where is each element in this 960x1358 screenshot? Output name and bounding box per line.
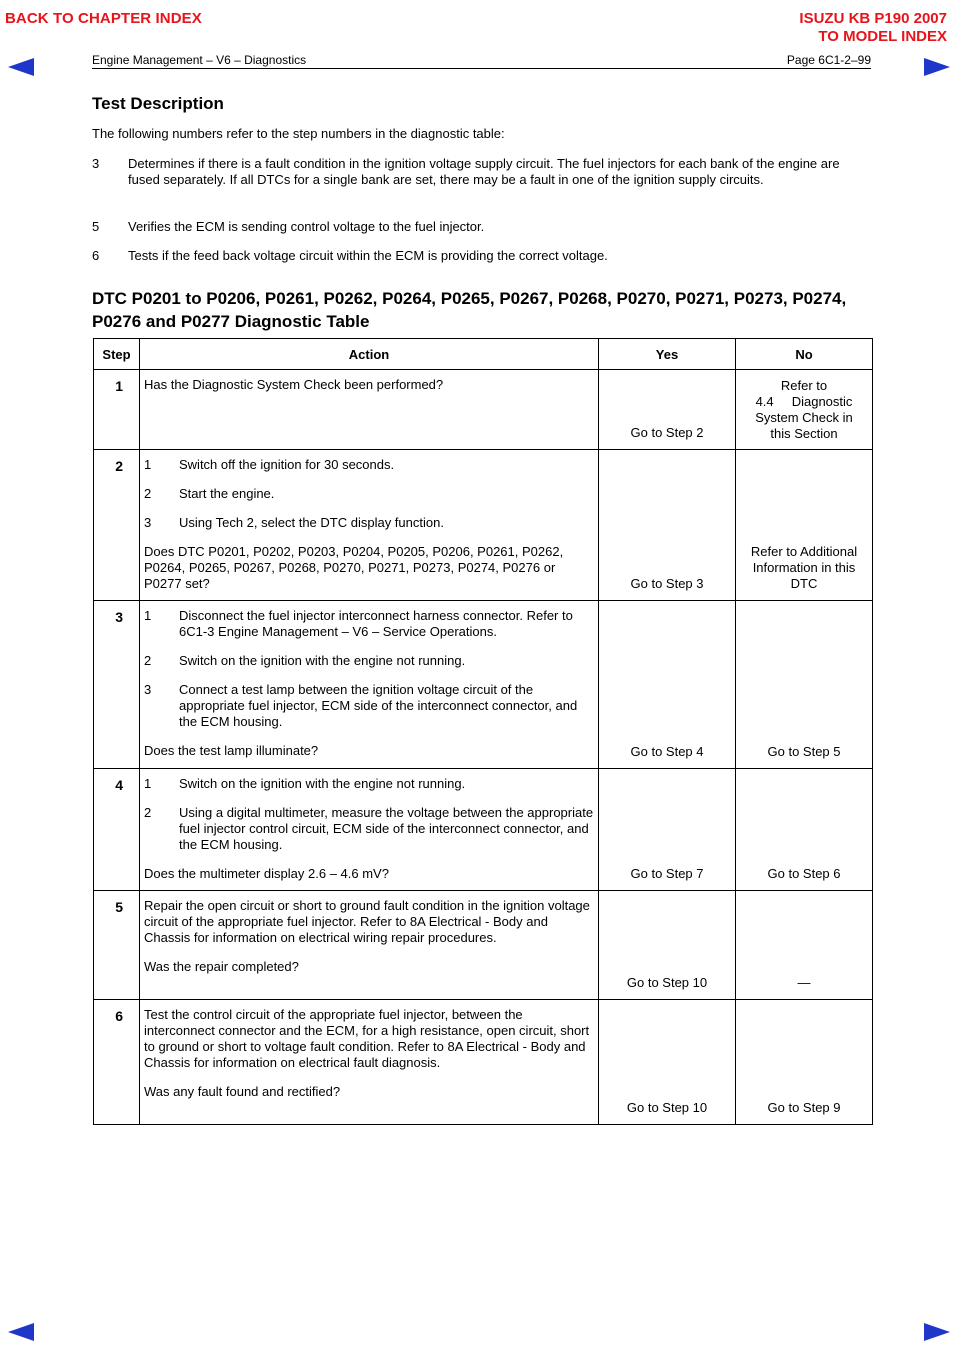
action-cell — [140, 370, 599, 450]
yes-result: Go to Step 2 — [630, 425, 704, 440]
step-number: 6 — [94, 1000, 140, 1125]
yes-cell — [599, 891, 736, 1000]
no-result-line: 4.4 Diagnostic — [755, 394, 853, 409]
action-substep — [144, 805, 595, 853]
header-page-number: Page 6C1-2–99 — [786, 53, 871, 67]
intro-text: The following numbers refer to the step numbers in the diagnostic table: — [92, 126, 505, 141]
action-cell — [140, 891, 599, 1000]
substep-number: 3 — [144, 515, 152, 530]
yes-column-header: Yes — [599, 339, 736, 370]
action-substep — [144, 682, 595, 730]
action-cell — [140, 601, 599, 769]
action-question: Does the multimeter display 2.6 – 4.6 mV? — [144, 866, 389, 881]
yes-result: Go to Step 10 — [626, 975, 708, 990]
action-substep — [144, 457, 595, 473]
yes-cell — [599, 370, 736, 450]
model-title-link[interactable]: ISUZU KB P190 2007 — [799, 10, 947, 27]
yes-cell — [599, 1000, 736, 1125]
substep-text: Connect a test lamp between the ignition voltage circuit of the appropriate fuel injector, ECM side of the interconnect connector, and the ECM housing. — [179, 682, 578, 729]
action-body: Repair the open circuit or short to ground fault condition in the ignition voltage circuit of the appropriate fuel injector. Refer to 8A Electrical - Body and Chassis for information on electrical wiring repair procedures. — [144, 898, 590, 945]
no-cell — [736, 1000, 873, 1125]
substep-text: Using Tech 2, select the DTC display function. — [179, 515, 444, 530]
substep-text: Switch off the ignition for 30 seconds. — [179, 457, 395, 472]
substep-number: 2 — [144, 486, 152, 501]
section-title: Test Description — [92, 94, 224, 113]
step-number: 1 — [94, 370, 140, 450]
no-cell — [736, 601, 873, 769]
action-question: Was the repair completed? — [144, 959, 299, 974]
no-cell — [736, 769, 873, 891]
action-question: Does the test lamp illuminate? — [144, 743, 319, 758]
yes-cell — [599, 601, 736, 769]
substep-number: 2 — [144, 805, 152, 820]
previous-page-arrow-icon[interactable] — [8, 1323, 34, 1341]
no-cell — [736, 450, 873, 601]
to-model-index-link[interactable]: TO MODEL INDEX — [818, 28, 947, 45]
back-to-chapter-index-link[interactable]: BACK TO CHAPTER INDEX — [5, 10, 202, 27]
action-body: Test the control circuit of the appropriate fuel injector, between the interconnect connector and the ECM, for a high resistance, open circuit, short to ground or short to voltage fault condition. Refer to 8A Electrical - Body and Chassis for information on electrical fault diagnosis. — [144, 1007, 590, 1070]
substep-text: Using a digital multimeter, measure the voltage between the appropriate fuel injector control circuit, ECM side of the interconnect connector, and the ECM housing. — [179, 805, 594, 852]
description-step — [92, 156, 872, 188]
description-step-number: 6 — [92, 248, 100, 263]
table-row — [94, 1000, 873, 1125]
action-cell — [140, 769, 599, 891]
description-step-number: 3 — [92, 156, 100, 171]
no-result-line: System Check in — [755, 410, 853, 425]
table-row — [94, 769, 873, 891]
description-step — [92, 248, 872, 264]
step-number: 5 — [94, 891, 140, 1000]
no-result: Go to Step 5 — [767, 744, 841, 759]
yes-result: Go to Step 4 — [630, 744, 704, 759]
table-row — [94, 601, 873, 769]
description-step-text: Determines if there is a fault condition in the ignition voltage supply circuit. The fuel injectors for each bank of the engine are fused separately. If all DTCs for a single bank are set, there may be a fault in one of the ignition supply circuits. — [128, 156, 840, 187]
action-question: Was any fault found and rectified? — [144, 1084, 341, 1099]
header-section-title: Engine Management – V6 – Diagnostics — [92, 53, 307, 67]
no-cell — [736, 370, 873, 450]
yes-result: Go to Step 7 — [630, 866, 704, 881]
action-question: Does DTC P0201, P0202, P0203, P0204, P0205, P0206, P0261, P0262, P0264, P0265, P0267, P0268, P0270, P0271, P0273, P0274, P0276 or P0277 set? — [144, 544, 564, 591]
table-row — [94, 370, 873, 450]
next-page-arrow-icon[interactable] — [924, 58, 950, 76]
action-cell — [140, 1000, 599, 1125]
description-step-text: Verifies the ECM is sending control voltage to the fuel injector. — [128, 219, 485, 234]
yes-result: Go to Step 3 — [630, 576, 704, 591]
action-substep — [144, 486, 595, 502]
no-result: Go to Step 6 — [767, 866, 841, 881]
substep-text: Disconnect the fuel injector interconnect harness connector. Refer to 6C1-3 Engine Management – V6 – Service Operations. — [179, 608, 573, 639]
substep-number: 1 — [144, 776, 152, 791]
action-question: Has the Diagnostic System Check been performed? — [144, 377, 444, 392]
substep-text: Switch on the ignition with the engine not running. — [179, 653, 466, 668]
action-column-header: Action — [140, 339, 599, 370]
no-result — [736, 370, 872, 442]
no-result-line: this Section — [770, 426, 838, 441]
substep-number: 2 — [144, 653, 152, 668]
table-row — [94, 450, 873, 601]
next-page-arrow-icon[interactable] — [924, 1323, 950, 1341]
table-title: DTC P0201 to P0206, P0261, P0262, P0264, P0265, P0267, P0268, P0270, P0271, P0273, P0274, P0276 and P0277 Diagnostic Table — [92, 289, 847, 331]
substep-text: Switch on the ignition with the engine not running. — [179, 776, 466, 791]
previous-page-arrow-icon[interactable] — [8, 58, 34, 76]
action-substep — [144, 653, 595, 669]
diagnostic-table — [93, 338, 873, 1125]
action-substep — [144, 776, 595, 792]
yes-cell — [599, 450, 736, 601]
description-step-number: 5 — [92, 219, 100, 234]
action-substep — [144, 608, 595, 640]
running-header — [92, 53, 871, 69]
substep-number: 1 — [144, 457, 152, 472]
action-cell — [140, 450, 599, 601]
substep-number: 1 — [144, 608, 152, 623]
description-step — [92, 219, 872, 235]
step-number: 2 — [94, 450, 140, 601]
step-number: 4 — [94, 769, 140, 891]
table-row — [94, 891, 873, 1000]
model-index-block — [799, 10, 947, 46]
description-step-text: Tests if the feed back voltage circuit within the ECM is providing the correct voltage. — [128, 248, 608, 263]
yes-result: Go to Step 10 — [626, 1100, 708, 1115]
substep-text: Start the engine. — [179, 486, 275, 501]
yes-cell — [599, 769, 736, 891]
step-number: 3 — [94, 601, 140, 769]
no-result: Refer to Additional Information in this DTC — [750, 544, 858, 591]
table-header-row — [94, 339, 873, 370]
no-result-line: Refer to — [780, 378, 828, 393]
no-result: — — [797, 975, 811, 990]
step-column-header: Step — [94, 339, 140, 370]
substep-number: 3 — [144, 682, 152, 697]
action-substep — [144, 515, 595, 531]
no-cell — [736, 891, 873, 1000]
no-column-header: No — [736, 339, 873, 370]
no-result: Go to Step 9 — [767, 1100, 841, 1115]
